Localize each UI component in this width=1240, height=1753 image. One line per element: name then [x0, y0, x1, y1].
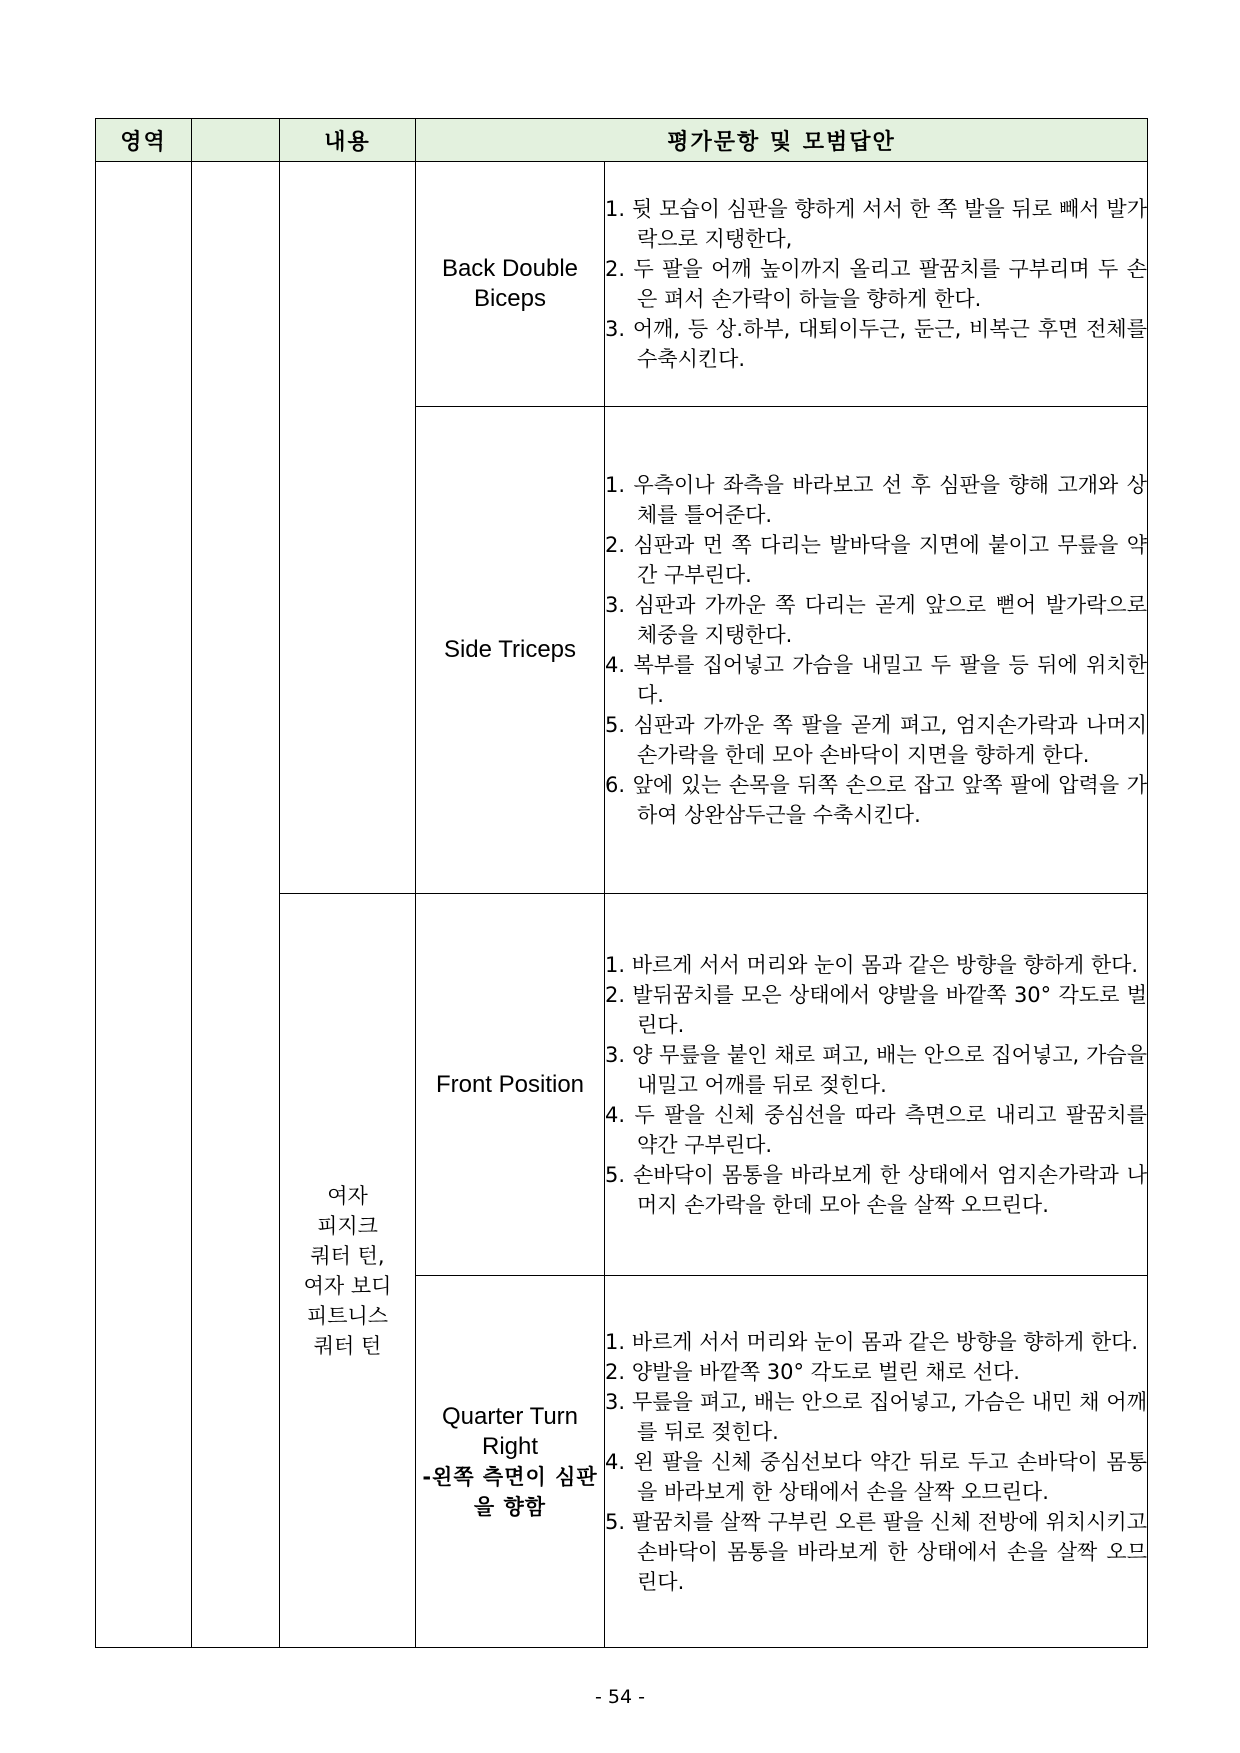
header-row	[96, 119, 1148, 162]
pose-name: Back Double Biceps	[441, 255, 579, 312]
category-cell	[280, 894, 416, 1648]
step-item: 5. 팔꿈치를 살짝 구부린 오른 팔을 신체 전방에 위치시키고 손바닥이 몸통을 바라보게 한 상태에서 손을 살짝 오므린다.	[605, 1509, 1147, 1594]
answer-steps	[605, 194, 1147, 374]
pose-name-cell	[416, 894, 605, 1276]
category-line: 여자	[327, 1183, 368, 1208]
header-blank	[192, 119, 280, 162]
step-item: 3. 무릎을 펴고, 배는 안으로 집어넣고, 가슴은 내민 채 어깨를 뒤로 젖힌다.	[605, 1389, 1147, 1444]
step-item: 3. 심판과 가까운 쪽 다리는 곧게 앞으로 뻗어 발가락으로 체중을 지탱한다.	[605, 593, 1147, 647]
step-item: 1. 우측이나 좌측을 바라보고 선 후 심판을 향해 고개와 상체를 틀어준다.	[605, 473, 1147, 527]
answer-cell	[605, 894, 1148, 1276]
pose-name-cell	[416, 1276, 605, 1648]
pose-note: -왼쪽 측면이 심판을 향함	[422, 1464, 598, 1519]
pose-name: Side Triceps	[443, 636, 577, 663]
step-item: 2. 두 팔을 어깨 높이까지 올리고 팔꿈치를 구부리며 두 손은 펴서 손가락이 하늘을 향하게 한다.	[605, 257, 1147, 311]
pose-name: Quarter Turn Right	[441, 1402, 579, 1460]
header-area: 영역	[96, 119, 192, 162]
step-item: 5. 심판과 가까운 쪽 팔을 곧게 펴고, 엄지손가락과 나머지 손가락을 한데 모아 손바닥이 지면을 향하게 한다.	[605, 713, 1147, 767]
category-line: 피트니스	[306, 1303, 389, 1328]
category-line: 쿼터 턴,	[310, 1243, 385, 1268]
content-cell-empty	[280, 162, 416, 894]
step-item: 4. 두 팔을 신체 중심선을 따라 측면으로 내리고 팔꿈치를 약간 구부린다.	[605, 1102, 1147, 1157]
pose-name-cell	[416, 407, 605, 894]
step-item: 2. 양발을 바깥쪽 30° 각도로 벌린 채로 선다.	[605, 1359, 1020, 1384]
page-number: - 54 -	[595, 1686, 645, 1708]
step-item: 2. 발뒤꿈치를 모은 상태에서 양발을 바깥쪽 30° 각도로 벌린다.	[605, 982, 1147, 1037]
step-item: 4. 복부를 집어넣고 가슴을 내밀고 두 팔을 등 뒤에 위치한다.	[605, 653, 1147, 707]
step-item: 3. 어깨, 등 상.하부, 대퇴이두근, 둔근, 비복근 후면 전체를 수축시킨다.	[605, 317, 1147, 371]
category-line: 쿼터 턴	[313, 1333, 382, 1358]
step-item: 6. 앞에 있는 손목을 뒤쪽 손으로 잡고 앞쪽 팔에 압력을 가하여 상완삼두근을 수축시킨다.	[605, 773, 1147, 827]
area-cell	[96, 162, 192, 1648]
header-questions: 평가문항 및 모범답안	[416, 119, 1148, 162]
table-row	[96, 162, 1148, 407]
answer-cell	[605, 1276, 1148, 1648]
category-line: 피지크	[317, 1213, 378, 1238]
pose-name-cell	[416, 162, 605, 407]
step-item: 3. 양 무릎을 붙인 채로 펴고, 배는 안으로 집어넣고, 가슴을 내밀고 어깨를 뒤로 젖힌다.	[605, 1042, 1147, 1097]
answer-steps	[605, 1327, 1147, 1597]
answer-cell	[605, 162, 1148, 407]
evaluation-table	[95, 118, 1148, 1648]
header-content: 내용	[280, 119, 416, 162]
step-item: 4. 왼 팔을 신체 중심선보다 약간 뒤로 두고 손바닥이 몸통을 바라보게 한 상태에서 손을 살짝 오므린다.	[605, 1449, 1147, 1504]
step-item: 1. 바르게 서서 머리와 눈이 몸과 같은 방향을 향하게 한다.	[605, 952, 1139, 977]
step-item: 2. 심판과 먼 쪽 다리는 발바닥을 지면에 붙이고 무릎을 약간 구부린다.	[605, 533, 1147, 587]
step-item: 1. 바르게 서서 머리와 눈이 몸과 같은 방향을 향하게 한다.	[605, 1329, 1139, 1354]
answer-steps	[605, 950, 1147, 1220]
blank-cell	[192, 162, 280, 1648]
pose-name: Front Position	[435, 1070, 585, 1098]
step-item: 5. 손바닥이 몸통을 바라보게 한 상태에서 엄지손가락과 나머지 손가락을 한데 모아 손을 살짝 오므린다.	[605, 1162, 1147, 1217]
answer-steps	[605, 470, 1147, 830]
step-item: 1. 뒷 모습이 심판을 향하게 서서 한 쪽 발을 뒤로 빼서 발가락으로 지탱한다,	[605, 197, 1147, 251]
answer-cell	[605, 407, 1148, 894]
category-line: 여자 보디	[303, 1273, 392, 1298]
